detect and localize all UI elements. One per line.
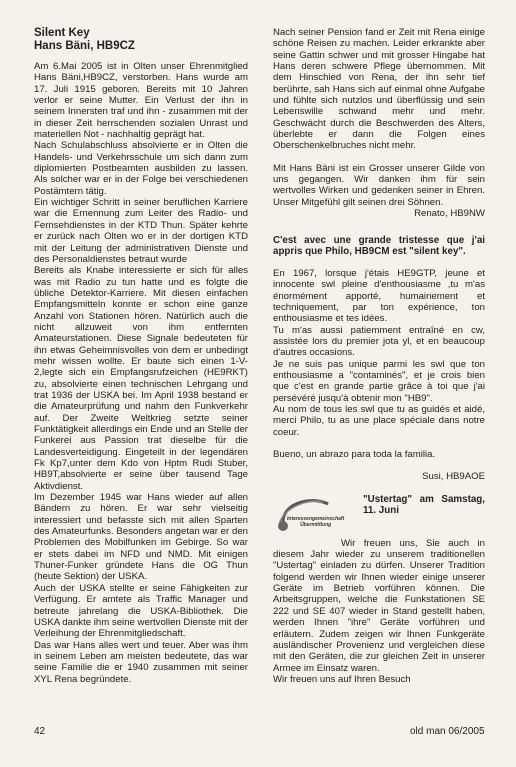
- ustertag-header: [273, 492, 485, 538]
- right-column: [273, 27, 485, 685]
- left-column: [34, 27, 248, 685]
- paragraph: Mit Hans Bäni ist ein Grosser unserer Gilde von uns gegangen. Wir danken ihm für sein wertvolles Wirken und gedenken seiner in Ehren. Unser Mitgefühl gilt seinen drei Söhnen.: [273, 162, 485, 208]
- signature: Susi, HB9AOE: [422, 471, 485, 483]
- paragraph: Bueno, un abrazo para toda la familia.: [273, 449, 436, 461]
- paragraph: Tu m'as aussi patiemment entraîné en cw, assistée lors du premier jota yl, et en beaucoup d'autres occasions.: [273, 324, 485, 359]
- paragraph: Wir freuen uns auf Ihren Besuch: [273, 673, 411, 685]
- page-number: 42: [34, 726, 46, 737]
- paragraph: Das war Hans alles wert und teuer. Aber was ihm in seinem Leben am meisten bedeutete, das war seine Familie die er 1940 zusammen mit seiner XYL Rena begründete.: [34, 639, 248, 685]
- paragraph: Bereits als Knabe interessierte er sich für alles was mit Radio zu tun hatte und es folgte die übliche Detektor-Karriere. Mit diesen einfachen Empfangsmitteln konnte er schon eine ganze Anzahl von Stationen hören. Natürlich auch die nicht allzuweit von ihm entfernten Amateurstationen. Diese Signale bedeuteten für ihn etwas Geheimnisvolles von dem er unbedingt mehr wissen wollte. Er baute sich einen 1-V-2,legte sich ein Empfangsrufzeichen (HE9RKT) zu, absolvierte einen technischen Lehrgang und trat 1936 der USKA bei. Im April 1938 bestand er die Amateurprüfung und nahm den Funkverkehr auf. Der Zweite Weltkrieg setzte seiner Funktätigkeit allerdings ein Ende und an Stelle der Funkerei aus Passion trat dieselbe für die Landesverteidigung. Eingeteilt in der legendären Fk Kp7,unter dem Kdo von Hptm Rudi Stuber, HB9T,absolvierte er seine über tausend Tage Aktivdienst.: [34, 265, 248, 492]
- signature: Renato, HB9NW: [414, 208, 485, 220]
- logo-text: Interessengemeinschaft Übermittlung: [287, 515, 345, 528]
- paragraph: En 1967, lorsque j'étais HE9GTP, jeune et innocente swl pleine d'enthousiasme ,tu m'as énormément apporté, humainement et techniquement, par ton expérience, ton enthousiasme et tes idées.: [273, 267, 485, 325]
- article-title: [34, 27, 248, 53]
- paragraph: Wir freuen uns, Sie auch in diesem Jahr wieder zu unserem traditionellen "Ustertag" einladen zu dürfen. Unserer Tradition folgend werden wir Ihnen wieder einige unserer Geräte im Betrieb vorführen können. Die Arbeitsgruppen, welche die Funkstationen SE 222 und SE 407 wieder in Stand gestellt haben, werden Ihnen "ihre" Geräte vorführen und erläutern. Zudem zeigen wir Ihnen Funkgeräte ausländischer Provenienz und vergleichen diese mit den Geräten, die zur gleichen Zeit in unserer Armee im Einsatz waren.: [273, 537, 485, 674]
- paragraph: Nach Schulabschluss absolvierte er in Olten die Handels- und Verkehrsschule um sich dann zum diplomierten Postbeamten ausbilden zu lassen. Als solcher war er in der Folge bei verschiedenen Postämtern tätig.: [34, 140, 248, 197]
- paragraph: Au nom de tous les swl que tu as guidés et aidé, merci Philo, tu as une place spéciale dans notre coeur.: [273, 404, 485, 438]
- paragraph: Ein wichtiger Schritt in seiner beruflichen Karriere war die Ernennung zum Leiter des Radio- und Fernsehdienstes in der KTD Thun. Später kehrte er zurück nach Olten wo er in der dortigen KTD mit der Leitung der administrativen Dienste und des Personaldienstes betraut wurde: [34, 197, 248, 265]
- paragraph: Nach seiner Pension fand er Zeit mit Rena einige schöne Reisen zu machen. Leider erkrankte aber seine Gattin schwer und mit grosser Hingabe hat Hans deren schwere Pflege übernommen. Mit dem Hinschied von Rena, der ihn sehr tief berührte, sah Hans sich auf einmal ohne Aufgabe und fühlte sich nutzlos und überflüssig und sein Lebenswille schwand mehr und mehr. Geschwächt durch die Beschwerden des Alters, überlebte er dann die Folgen eines Oberschenkelbruches nicht mehr.: [273, 27, 485, 152]
- paragraph: Je ne suis pas unique parmi les swl que ton enthousiasme a "contaminés", et je crois bien que c'est en grande partie grâce à toi que j'ai persévéré jusqu'à obtenir mon "HB9".: [273, 358, 485, 404]
- title-line-1: Silent Key: [34, 27, 90, 39]
- paragraph: Am 6.Mai 2005 ist in Olten unser Ehrenmitglied Hans Bäni,HB9CZ, verstorben. Hans wurde am 17. Juli 1915 geboren. Bereits mit 10 Jahren verlor er seine Mutter. Ein Verlust der ihn in seinem Innersten traf und ihn - zusammen mit der in dieser Zeit herrschenden sozialen Unrast und materiellen Not - nachhaltig geprägt hat.: [34, 61, 248, 141]
- paragraph: Auch der USKA stellte er seine Fähigkeiten zur Verfügung. Er amtete als Traffic Manager und betreute jahrelang die USKA-Bibliothek. Die USKA dankte ihm seine wertvollen Dienste mit der Verleihung der Ehrenmitgliedschaft.: [34, 582, 248, 640]
- paragraph: Im Dezember 1945 war Hans wieder auf allen Bändern zu hören. Er war sehr vielseitig interessiert und befasste sich mit allen Sparten des Amateurfunks. Besonders angetan war er den Problemen des Mobilfunken im Gebirge. So war er stets dabei im NFD und NMD. Mit einigen Thuner-Funker gründete Hans die OG Thun (heute Sektion) der USKA.: [34, 492, 248, 583]
- issue-label: old man 06/2005: [410, 726, 485, 737]
- ustertag-heading: "Ustertag" am Samstag, 11. Juni: [363, 493, 485, 517]
- logo-swoosh-icon: [273, 492, 353, 536]
- title-line-2: Hans Bäni, HB9CZ: [34, 40, 135, 52]
- french-heading: C'est avec une grande tristesse que j'ai appris que Philo, HB9CM est "silent key".: [273, 234, 485, 257]
- logo: [273, 492, 353, 536]
